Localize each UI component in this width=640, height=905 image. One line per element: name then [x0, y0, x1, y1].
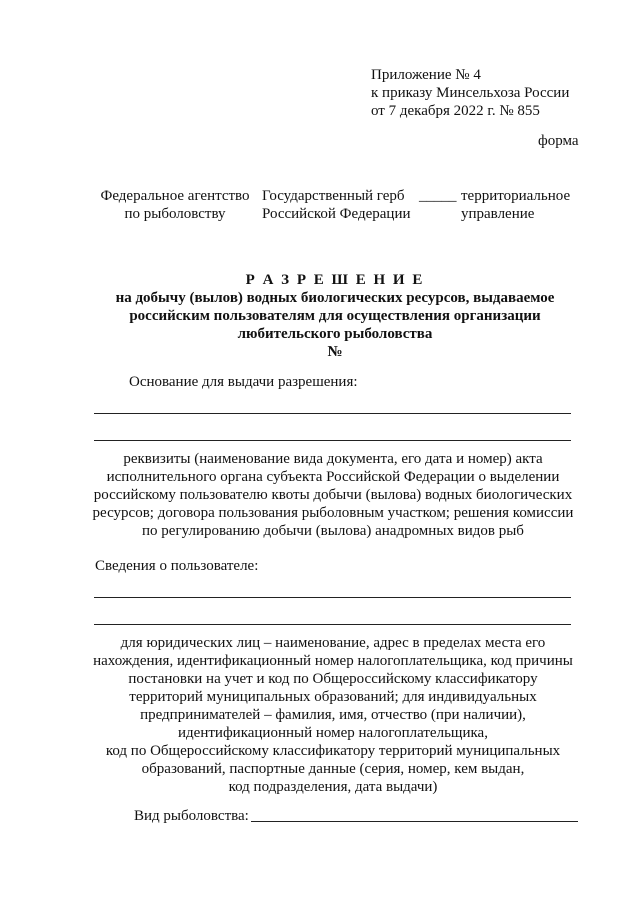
agency-block: [96, 187, 254, 223]
user-note-line: предпринимателей – фамилия, имя, отчество (при наличии),: [140, 707, 526, 723]
basis-note: [60, 450, 606, 540]
basis-note-line: по регулированию добычи (вылова) анадромных видов рыб: [142, 523, 524, 539]
basis-note-line: реквизиты (наименование вида документа, его дата и номер) акта: [123, 451, 543, 467]
subtitle-line-1: на добычу (вылов) водных биологических ресурсов, выдаваемое: [115, 290, 555, 306]
emblem-block: [262, 187, 411, 223]
user-line-2[interactable]: [94, 624, 571, 625]
user-note-line: идентификационный номер налогоплательщика,: [178, 725, 488, 741]
user-line-1[interactable]: [94, 597, 571, 598]
user-note-line: код по Общероссийскому классификатору территорий муниципальных: [105, 743, 561, 759]
fishing-type-line[interactable]: [251, 821, 578, 822]
emblem-line-1: Государственный герб: [262, 188, 405, 204]
user-note-line: территорий муниципальных образований; для индивидуальных: [129, 689, 537, 705]
user-note: [60, 634, 606, 796]
basis-note-line: российскому пользователю квоты добычи (вылова) водных биологических: [93, 487, 573, 503]
user-label: Сведения о пользователе:: [95, 558, 259, 574]
user-note-line: постановки на учет и код по Общероссийскому классификатору: [128, 671, 538, 687]
form-label: форма: [538, 133, 579, 149]
user-note-line: образований, паспортные данные (серия, номер, кем выдан,: [141, 761, 525, 777]
document-title: Р А З Р Е Ш Е Н И Е: [245, 272, 425, 288]
document-subtitle: [0, 289, 640, 361]
user-note-line: код подразделения, дата выдачи): [228, 779, 438, 795]
basis-note-line: ресурсов; договора пользования рыболовным участком; решения комиссии: [92, 505, 574, 521]
basis-note-line: исполнительного органа субъекта Российской Федерации о выделении: [106, 469, 560, 485]
emblem-line-2: Российской Федерации: [262, 206, 411, 222]
annex-line-3: от 7 декабря 2022 г. № 855: [371, 103, 540, 119]
agency-line-2: по рыболовству: [124, 206, 226, 222]
subtitle-line-3: любительского рыболовства: [237, 326, 433, 342]
fishing-type-label: Вид рыболовства:: [134, 808, 249, 824]
territorial-line-2: управление: [461, 206, 535, 222]
subtitle-line-2: российским пользователям для осуществления организации: [129, 308, 541, 324]
territorial-line-1: территориальное: [461, 188, 571, 204]
user-note-line: нахождения, идентификационный номер налогоплательщика, код причины: [93, 653, 573, 669]
annex-line-1: Приложение № 4: [371, 67, 481, 83]
basis-label: Основание для выдачи разрешения:: [129, 374, 358, 390]
basis-line-1[interactable]: [94, 413, 571, 414]
territorial-blank: _____: [419, 188, 457, 204]
annex-line-2: к приказу Минсельхоза России: [371, 85, 570, 101]
annex-block: [371, 66, 569, 120]
agency-line-1: Федеральное агентство: [100, 188, 250, 204]
permit-number: №: [327, 344, 343, 360]
basis-line-2[interactable]: [94, 440, 571, 441]
territorial-block: [461, 187, 570, 223]
user-note-line: для юридических лиц – наименование, адрес в пределах места его: [120, 635, 546, 651]
